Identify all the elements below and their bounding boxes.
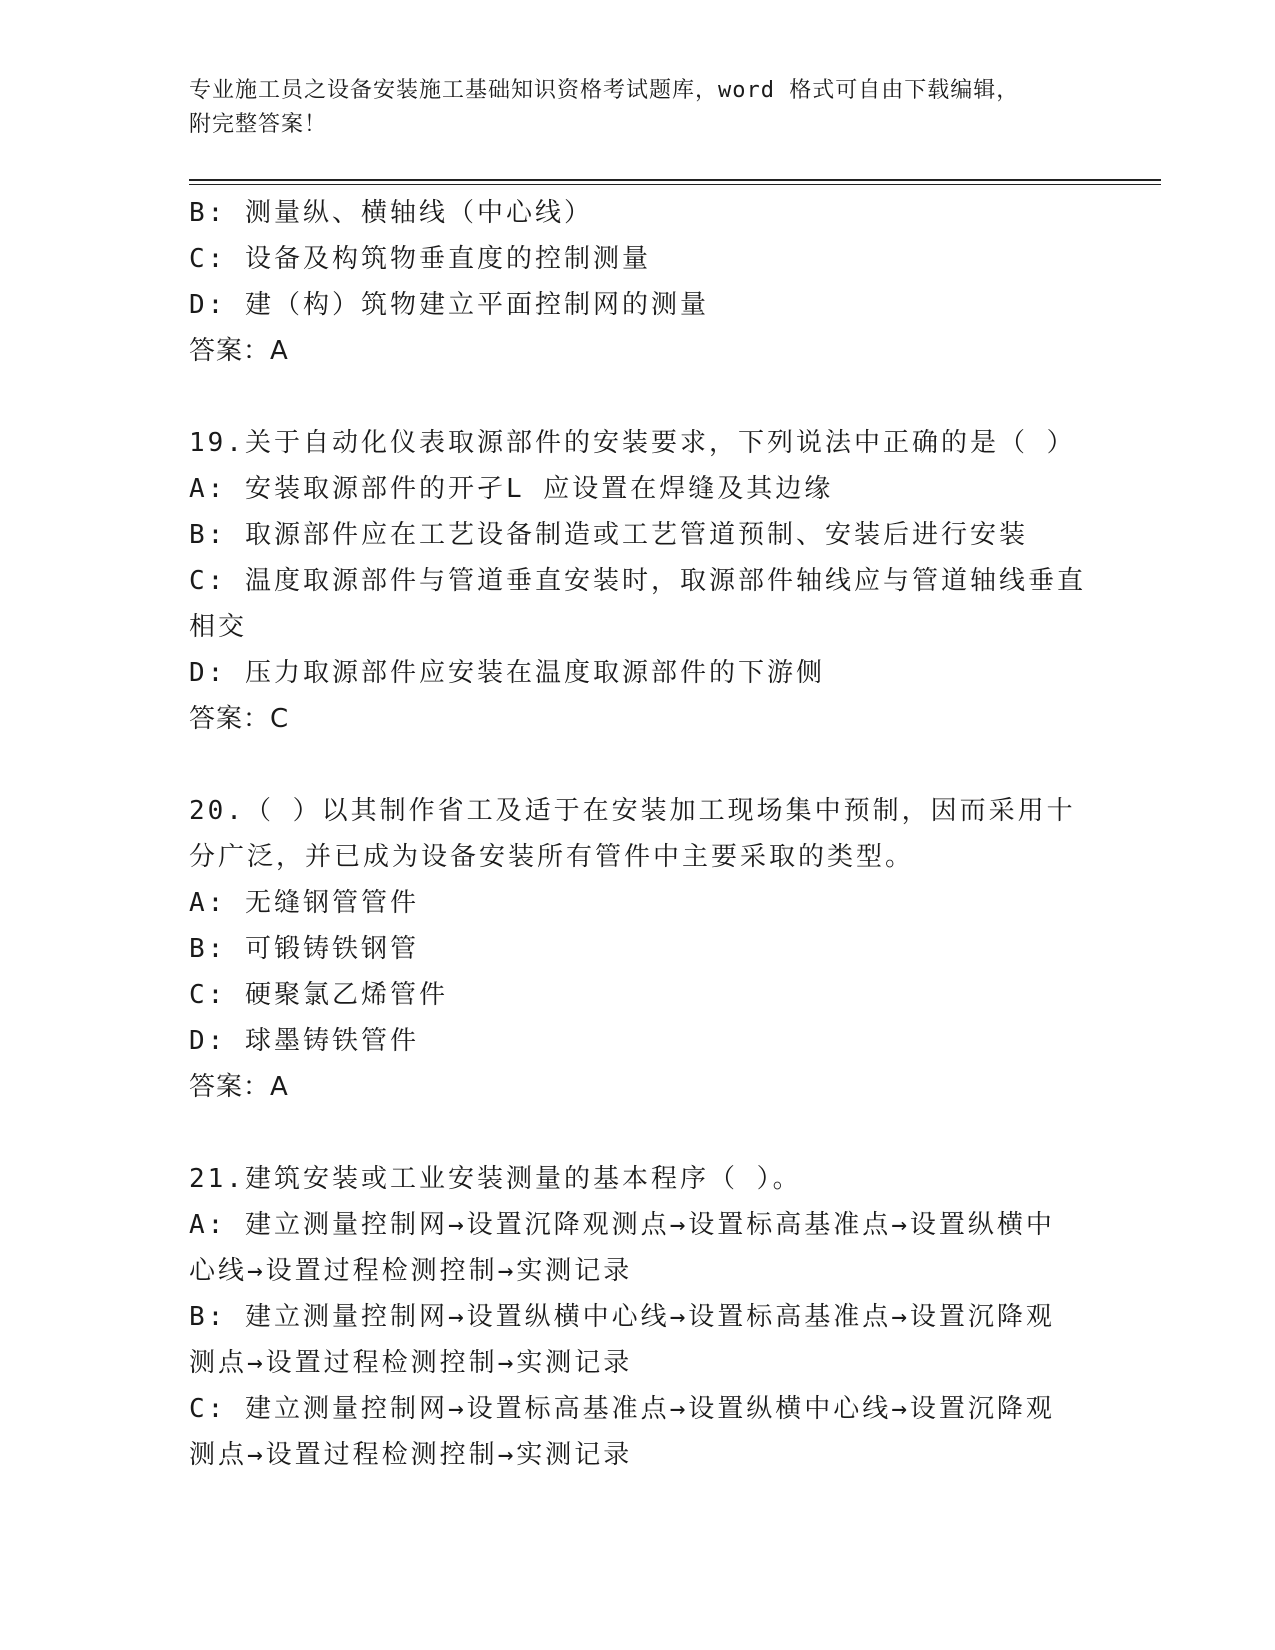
question-20-block: [189, 788, 1089, 1110]
header-divider-thin: [189, 184, 1161, 185]
question-list: [189, 190, 1089, 1478]
question-text-continued: 分广泛，并已成为设备安装所有管件中主要采取的类型。: [189, 842, 915, 872]
question-text: 21.建筑安装或工业安装测量的基本程序（ ）。: [189, 1164, 802, 1194]
answer-line: 答案：C: [189, 704, 290, 734]
spacer: [189, 1110, 1089, 1156]
option-b: B: 取源部件应在工艺设备制造或工艺管道预制、安装后进行安装: [189, 520, 1028, 550]
option-b: B: 可锻铸铁钢管: [189, 934, 419, 964]
option-c-continued: 相交: [189, 612, 248, 642]
spacer: [189, 374, 1089, 420]
option-b: B: 测量纵、横轴线（中心线）: [189, 198, 593, 228]
option-d: D: 压力取源部件应安装在温度取源部件的下游侧: [189, 658, 825, 688]
option-a: A: 安装取源部件的开孑L 应设置在焊缝及其边缘: [189, 474, 834, 504]
header-title-line-2: 附完整答案！: [189, 112, 328, 137]
option-a-continued: 心线→设置过程检测控制→实测记录: [189, 1256, 633, 1286]
option-d: D: 球墨铸铁管件: [189, 1026, 419, 1056]
question-18-block: [189, 190, 1089, 374]
option-b-continued: 测点→设置过程检测控制→实测记录: [189, 1348, 633, 1378]
question-19-block: [189, 420, 1089, 742]
header-divider-thick: [189, 179, 1161, 181]
header-title-line-1: 专业施工员之设备安装施工基础知识资格考试题库，word 格式可自由下载编辑，: [189, 78, 1020, 103]
question-text: 19.关于自动化仪表取源部件的安装要求，下列说法中正确的是（ ）: [189, 428, 1076, 458]
answer-line: 答案：A: [189, 1072, 289, 1102]
question-text: 20.（ ）以其制作省工及适于在安装加工现场集中预制，因而采用十: [189, 796, 1076, 826]
spacer: [189, 742, 1089, 788]
option-c: C: 设备及构筑物垂直度的控制测量: [189, 244, 651, 274]
option-c: C: 建立测量控制网→设置标高基准点→设置纵横中心线→设置沉降观: [189, 1394, 1055, 1424]
document-header: [189, 74, 1089, 142]
question-21-block: [189, 1156, 1089, 1478]
option-c-continued: 测点→设置过程检测控制→实测记录: [189, 1440, 633, 1470]
answer-line: 答案：A: [189, 336, 289, 366]
option-a: A: 建立测量控制网→设置沉降观测点→设置标高基准点→设置纵横中: [189, 1210, 1055, 1240]
option-c: C: 硬聚氯乙烯管件: [189, 980, 448, 1010]
option-b: B: 建立测量控制网→设置纵横中心线→设置标高基准点→设置沉降观: [189, 1302, 1055, 1332]
option-d: D: 建（构）筑物建立平面控制网的测量: [189, 290, 709, 320]
option-a: A: 无缝钢管管件: [189, 888, 419, 918]
option-c: C: 温度取源部件与管道垂直安装时，取源部件轴线应与管道轴线垂直: [189, 566, 1086, 596]
